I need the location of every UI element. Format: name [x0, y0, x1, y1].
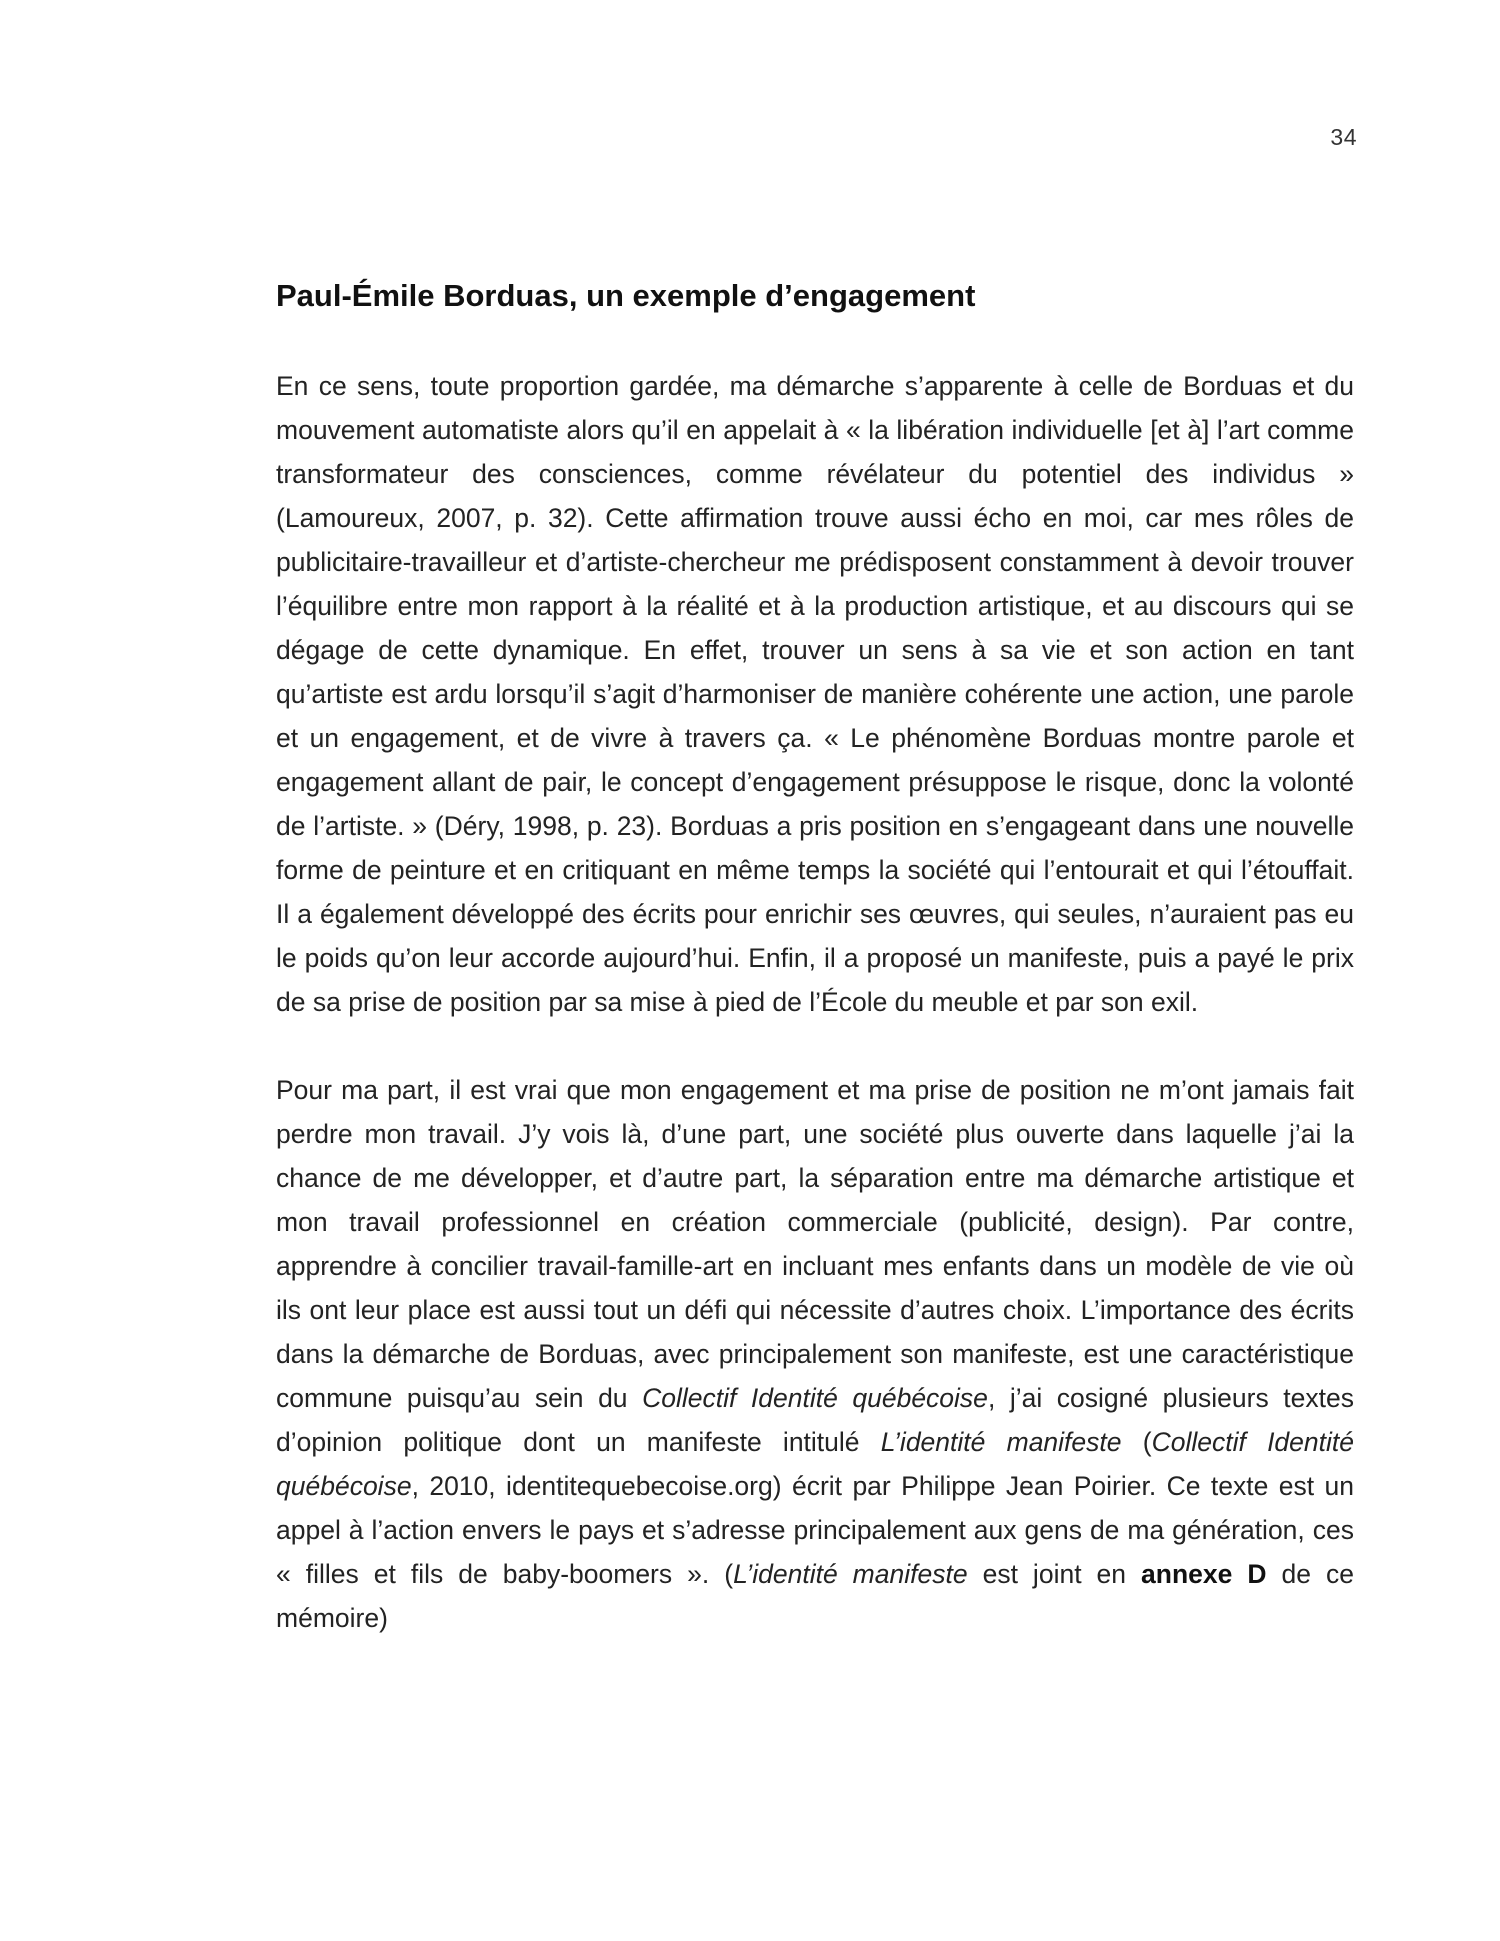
paragraph-text-segment: Pour ma part, il est vrai que mon engagement et ma prise de position ne m’ont jamais fait perdre mon travail. J’y vois là, d’une part, une société plus ouverte dans laquelle j’ai la chance de me développer, et d’autre part, la séparation entre ma démarche artistique et mon travail professionnel en création commerciale (publicité, design). Par contre, apprendre à concilier travail-famille-art en incluant mes enfants dans un modèle de vie où ils ont leur place est aussi tout un défi qui nécessite d’autres choix. L’importance des écrits dans la démarche de Borduas, avec principalement son manifeste, est une caractéristique commune puisqu’au sein du	[276, 1075, 1354, 1413]
paragraph-text-segment: , 2010, identitequebecoise.org) écrit par Philippe Jean Poirier. Ce texte est un appel à l’action envers le pays et s’adresse principalement aux gens de ma génération, ces « filles et fils de baby-boomers ». (	[276, 1471, 1354, 1589]
page-number: 34	[1330, 124, 1357, 150]
paragraph-text-segment: est joint en	[967, 1559, 1142, 1589]
paragraph-text-segment: , j’ai cosigné plusieurs textes d’opinion politique dont un manifeste intitulé	[276, 1383, 1354, 1457]
italic-manifesto-title: L’identité manifeste	[880, 1427, 1122, 1457]
paragraph-text-segment: de ce mémoire)	[276, 1559, 1354, 1633]
italic-collective-citation: Collectif Identité québécoise	[276, 1427, 1354, 1501]
paragraph-borduas-engagement: En ce sens, toute proportion gardée, ma démarche s’apparente à celle de Borduas et du mouvement automatiste alors qu’il en appelait à « la libération individuelle [et à] l’art comme transformateur des consciences, comme révélateur du potentiel des individus » (Lamoureux, 2007, p. 32). Cette affirmation trouve aussi écho en moi, car mes rôles de publicitaire-travailleur et d’artiste-chercheur me prédisposent constamment à devoir trouver l’équilibre entre mon rapport à la réalité et à la production artistique, et au discours qui se dégage de cette dynamique. En effet, trouver un sens à sa vie et son action en tant qu’artiste est ardu lorsqu’il s’agit d’harmoniser de manière cohérente une action, une parole et un engagement, et de vivre à travers ça. « Le phénomène Borduas montre parole et engagement allant de pair, le concept d’engagement présuppose le risque, donc la volonté de l’artiste. » (Déry, 1998, p. 23). Borduas a pris position en s’engageant dans une nouvelle forme de peinture et en critiquant en même temps la société qui l’entourait et qui l’étouffait. Il a également développé des écrits pour enrichir ses œuvres, qui seules, n’auraient pas eu le poids qu’on leur accorde aujourd’hui. Enfin, il a proposé un manifeste, puis a payé le prix de sa prise de position par sa mise à pied de l’École du meuble et par son exil.	[276, 371, 1354, 1017]
annex-reference: annexe D	[1141, 1559, 1267, 1589]
italic-collective-name: Collectif Identité québécoise	[642, 1383, 988, 1413]
paragraph-text-segment: (	[1121, 1427, 1152, 1457]
document-body	[276, 276, 1354, 1640]
section-heading: Paul-Émile Borduas, un exemple d’engagement	[276, 278, 976, 313]
paragraph-personal-engagement	[276, 1068, 1354, 1640]
italic-manifesto-title: L’identité manifeste	[733, 1559, 968, 1589]
